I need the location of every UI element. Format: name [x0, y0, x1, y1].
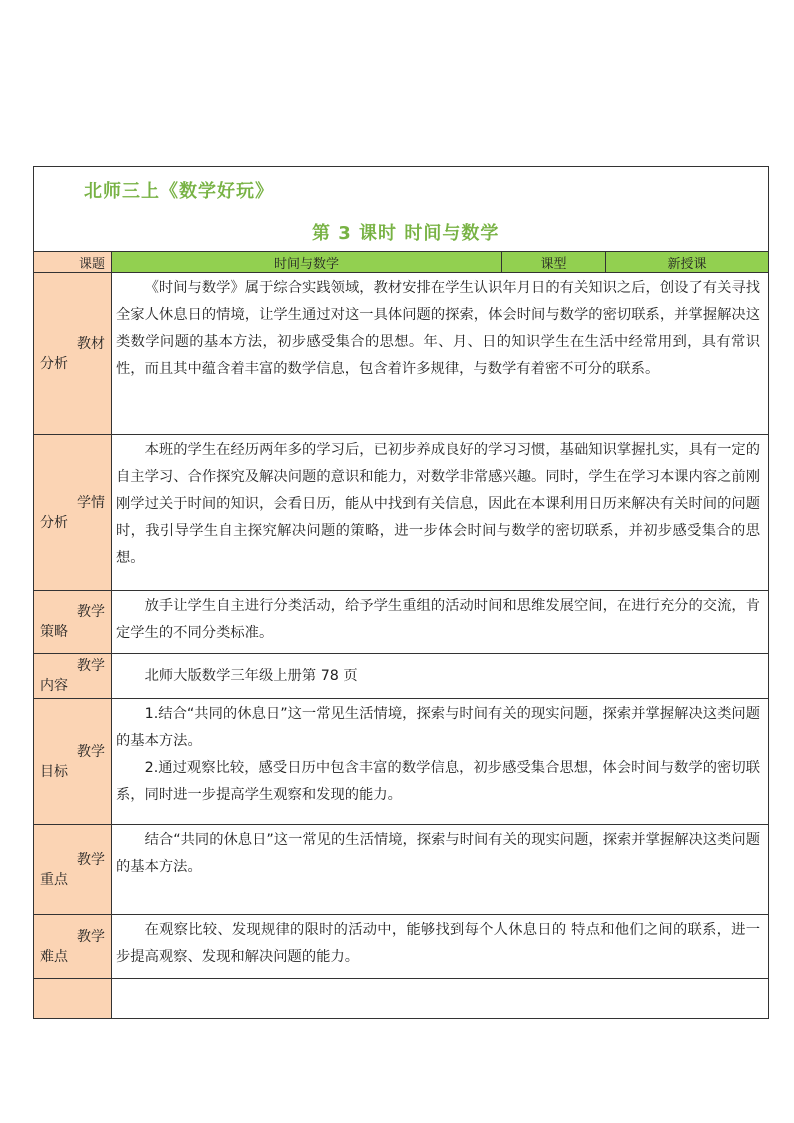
row-content: 1.结合“共同的休息日”这一常见生活情境，探索与时间有关的现实问题，探索并掌握解决这类问题的基本方法。 2.通过观察比较，感受日历中包含丰富的数学信息，初步感受集合思想，体会时间与数学的密切联系，同时进一步提高学生观察和发现的能力。	[116, 706, 760, 803]
row-content: 放手让学生自主进行分类活动，给予学生重组的活动时间和思维发展空间，在进行充分的交流，肯定学生的不同分类标准。	[116, 598, 760, 641]
type-label: 课型	[502, 252, 606, 272]
row-textbook-analysis	[34, 273, 768, 435]
row-content: 《时间与数学》属于综合实践领域，教材安排在学生认识年月日的有关知识之后，创设了有关寻找全家人休息日的情境，让学生通过对这一具体问题的探索，体会时间与数学的密切联系，并掌握解决这类数学问题的基本方法，初步感受集合的思想。年、月、日的知识学生在生活中经常用到，具有常识性，而且其中蕴含着丰富的数学信息，包含着许多规律，与数学有着密不可分的联系。	[116, 280, 760, 377]
row-label: 教学 策略	[34, 591, 112, 653]
row-empty	[34, 979, 768, 1018]
row-content	[112, 979, 768, 1018]
lesson-title: 第 3 课时 时间与数学	[312, 223, 500, 244]
row-label: 学情 分析	[34, 435, 112, 590]
lesson-plan-table	[33, 166, 769, 1019]
row-teaching-content	[34, 654, 768, 699]
header-row	[34, 252, 768, 273]
row-teaching-strategy	[34, 591, 768, 654]
row-difficult-points	[34, 915, 768, 979]
row-teaching-goals	[34, 699, 768, 825]
row-label	[34, 979, 112, 1018]
title-block	[34, 167, 768, 252]
row-label: 教学 内容	[34, 654, 112, 698]
row-key-points	[34, 825, 768, 915]
row-label: 教学 难点	[34, 915, 112, 978]
row-content: 在观察比较、发现规律的限时的活动中，能够找到每个人休息日的 特点和他们之间的联系，进一步提高观察、发现和解决问题的能力。	[116, 922, 760, 965]
type-value: 新授课	[606, 252, 768, 272]
row-content: 北师大版数学三年级上册第 78 页	[144, 667, 358, 684]
row-content: 本班的学生在经历两年多的学习后，已初步养成良好的学习习惯，基础知识掌握扎实，具有一定的自主学习、合作探究及解决问题的意识和能力，对数学非常感兴趣。同时，学生在学习本课内容之前刚刚学过关于时间的知识，会看日历，能从中找到有关信息，因此在本课利用日历来解决有关时间的问题时，我引导学生自主探究解决问题的策略，进一步体会时间与数学的密切联系，并初步感受集合的思想。	[116, 442, 760, 566]
topic-label: 课题	[34, 252, 112, 272]
row-content: 结合“共同的休息日”这一常见的生活情境，探索与时间有关的现实问题，探索并掌握解决这类问题的基本方法。	[116, 832, 760, 875]
row-student-analysis	[34, 435, 768, 591]
row-label: 教材 分析	[34, 273, 112, 434]
row-label: 教学 目标	[34, 699, 112, 824]
row-label: 教学 重点	[34, 825, 112, 914]
topic-value: 时间与数学	[112, 252, 502, 272]
document-title: 北师三上《数学好玩》	[84, 181, 274, 202]
